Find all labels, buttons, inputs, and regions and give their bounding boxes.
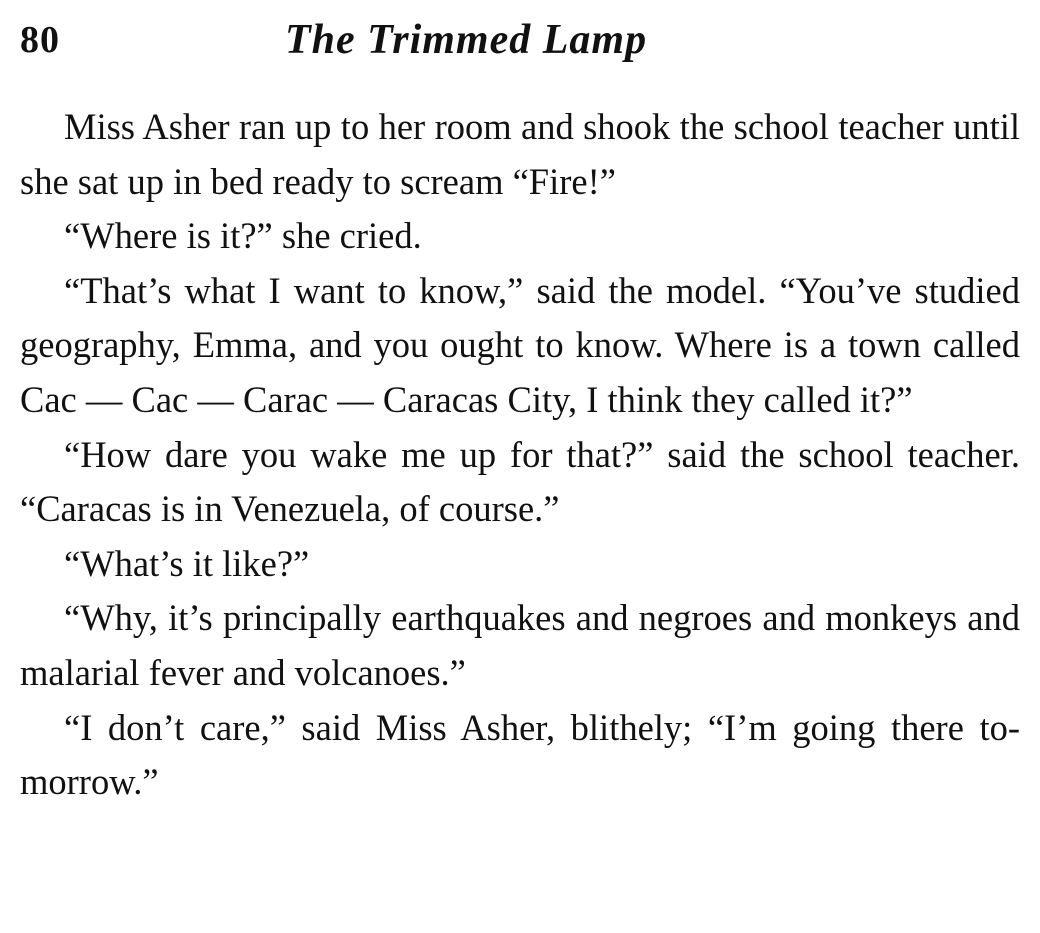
running-title: The Trimmed Lamp: [285, 17, 648, 63]
paragraph: “What’s it like?”: [64, 542, 310, 584]
paragraph: “Where is it?” she cried.: [64, 215, 422, 257]
paragraph: “I don’t care,” said Miss Asher, blithely; “I’m going there to-morrow.”: [20, 706, 1020, 803]
paragraph: “How dare you wake me up for that?” said the school teacher. “Caracas is in Venezuela, of course.”: [20, 433, 1020, 530]
paragraph: “Why, it’s principally earthquakes and negroes and monkeys and malarial fever and volcanoes.”: [20, 597, 1020, 693]
paragraph: “That’s what I want to know,” said the model. “You’ve studied geography, Emma, and you ought to know. Where is a town called Cac — Cac — Carac — Caracas City, I think they called it?”: [20, 269, 1020, 420]
body-text: [20, 100, 1020, 810]
page-header: [20, 10, 1020, 76]
book-page: [20, 10, 1020, 810]
page-number: 80: [20, 19, 60, 61]
paragraph: Miss Asher ran up to her room and shook the school teacher until she sat up in bed ready to scream “Fire!”: [20, 106, 1020, 202]
